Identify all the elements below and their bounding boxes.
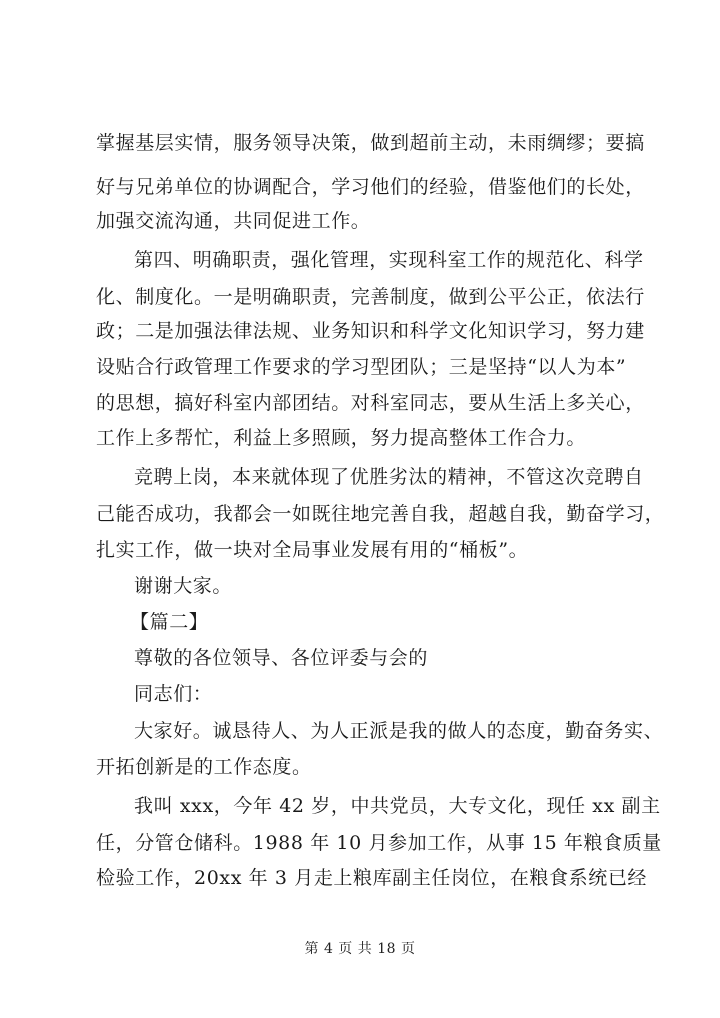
paragraph-line: 开拓创新是的工作态度。 — [96, 756, 312, 778]
paragraph-line: 政；二是加强法律法规、业务知识和科学文化知识学习，努力建 — [96, 320, 645, 342]
page-number-footer: 第 4 页 共 18 页 — [304, 941, 416, 957]
paragraph-line: 扎实工作，做一块对全局事业发展有用的“桶板”。 — [96, 539, 529, 561]
paragraph-line: 设贴合行政管理工作要求的学习型团队；三是坚持“以人为本” — [96, 356, 627, 378]
paragraph-line: 竞聘上岗，本来就体现了优胜劣汰的精神，不管这次竞聘自 — [134, 466, 644, 488]
paragraph-line: 我叫 xxx，今年 42 岁，中共党员，大专文化，现任 xx 副主 — [134, 795, 661, 817]
paragraph-line: 尊敬的各位领导、各位评委与会的 — [134, 647, 429, 669]
paragraph-line: 加强交流沟通，共同促进工作。 — [96, 210, 371, 232]
paragraph-line: 好与兄弟单位的协调配合，学习他们的经验，借鉴他们的长处， — [96, 176, 645, 198]
paragraph-line: 己能否成功，我都会一如既往地完善自我，超越自我，勤奋学习， — [96, 503, 665, 525]
section-heading: 【篇二】 — [130, 611, 209, 633]
paragraph-line: 任，分管仓储科。1988 年 10 月参加工作，从事 15 年粮食质量 — [96, 832, 662, 854]
paragraph-line: 化、制度化。一是明确职责，完善制度，做到公平公正，依法行 — [96, 286, 645, 308]
paragraph-line: 同志们： — [134, 683, 213, 705]
paragraph-line: 第四、明确职责，强化管理，实现科室工作的规范化、科学 — [134, 249, 644, 271]
paragraph-line: 工作上多帮忙，利益上多照顾，努力提高整体工作合力。 — [96, 427, 587, 449]
paragraph-line: 谢谢大家。 — [134, 575, 233, 597]
paragraph-line: 的思想，搞好科室内部团结。对科室同志，要从生活上多关心， — [96, 392, 645, 414]
paragraph-line: 大家好。诚恳待人、为人正派是我的做人的态度，勤奋务实、 — [134, 720, 664, 742]
paragraph-line: 掌握基层实情，服务领导决策，做到超前主动，未雨绸缪；要搞 — [96, 132, 645, 154]
paragraph-line: 检验工作，20xx 年 3 月走上粮库副主任岗位，在粮食系统已经 — [96, 867, 648, 889]
